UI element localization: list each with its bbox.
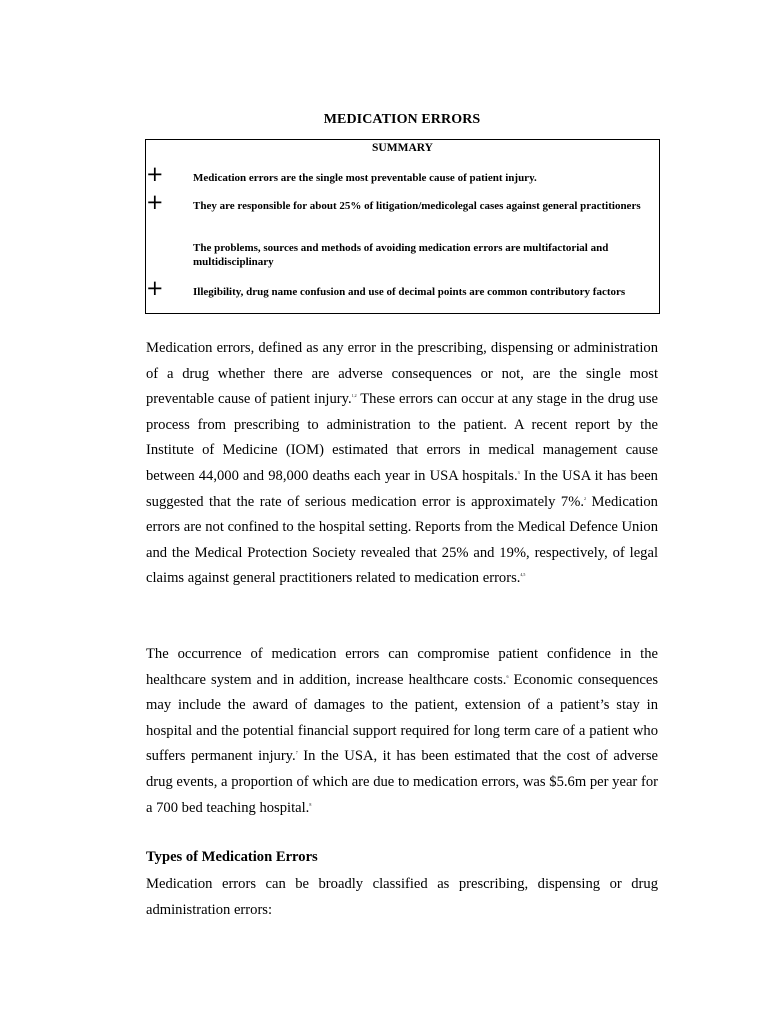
paragraph-text: In the USA, it has been estimated that the cost of adverse drug events, a proportion of which are due to medication errors, was $5.6m per year for a 700 bed teaching hospital. bbox=[146, 748, 658, 816]
paragraph-text: The occurrence of medication errors can compromise patient confidence in the healthcare system and in addition, increase healthcare costs. bbox=[146, 646, 658, 688]
summary-item-text: They are responsible for about 25% of litigation/medicolegal cases against general practitioners bbox=[193, 200, 641, 212]
summary-item-text: Medication errors are the single most preventable cause of patient injury. bbox=[193, 172, 537, 184]
citation: 4,5 bbox=[520, 572, 526, 578]
paragraph-text: Medication errors, defined as any error in the prescribing, dispensing or administration of a drug whether there are adverse consequences or not, are the single most preventable cause of patient injury. bbox=[146, 340, 658, 408]
page-title: MEDICATION ERRORS bbox=[323, 112, 481, 127]
paragraph-text: Economic consequences may include the award of damages to the patient, extension of a patient’s stay in hospital and the potential financial support required for long term care of a patient who suffers permanent injury. bbox=[146, 671, 659, 765]
paragraph-text: Medication errors are not confined to the hospital setting. Reports from the Medical Defence Union and the Medical Protection Society revealed that 25% and 19%, respectively, of legal claims against general practitioners related to medication errors. bbox=[146, 493, 658, 587]
citation: 3 bbox=[517, 469, 520, 475]
plus-bullet-icon: + bbox=[146, 190, 164, 214]
summary-item-text: The problems, sources and methods of avoiding medication errors are multifactorial and multidisciplinary bbox=[193, 242, 609, 268]
paragraph-text: These errors can occur at any stage in the drug use process from prescribing to administration to the patient. A recent report by the Institute of Medicine (IOM) estimated that errors in medical management cause between 44,000 and 98,000 deaths each year in USA hospitals. bbox=[146, 391, 658, 484]
citation: 1,2 bbox=[351, 393, 357, 399]
summary-item-text: Illegibility, drug name confusion and use of decimal points are common contributory factors bbox=[193, 286, 626, 298]
citation: 2 bbox=[584, 495, 587, 501]
paragraph-text: In the USA it has been suggested that the rate of serious medication error is approximately 7%. bbox=[146, 467, 658, 510]
citation: 6 bbox=[506, 673, 509, 679]
paragraph-2 bbox=[146, 642, 658, 821]
paragraph-1 bbox=[146, 336, 658, 592]
plus-bullet-icon: + bbox=[146, 276, 164, 300]
section-intro: Medication errors can be broadly classified as prescribing, dispensing or drug administration errors: bbox=[146, 876, 658, 918]
summary-box bbox=[145, 139, 660, 314]
section-heading: Types of Medication Errors bbox=[146, 849, 318, 865]
summary-heading: SUMMARY bbox=[372, 142, 433, 154]
citation: 7 bbox=[295, 750, 298, 756]
plus-bullet-icon: + bbox=[146, 162, 164, 186]
citation: 8 bbox=[309, 801, 312, 807]
